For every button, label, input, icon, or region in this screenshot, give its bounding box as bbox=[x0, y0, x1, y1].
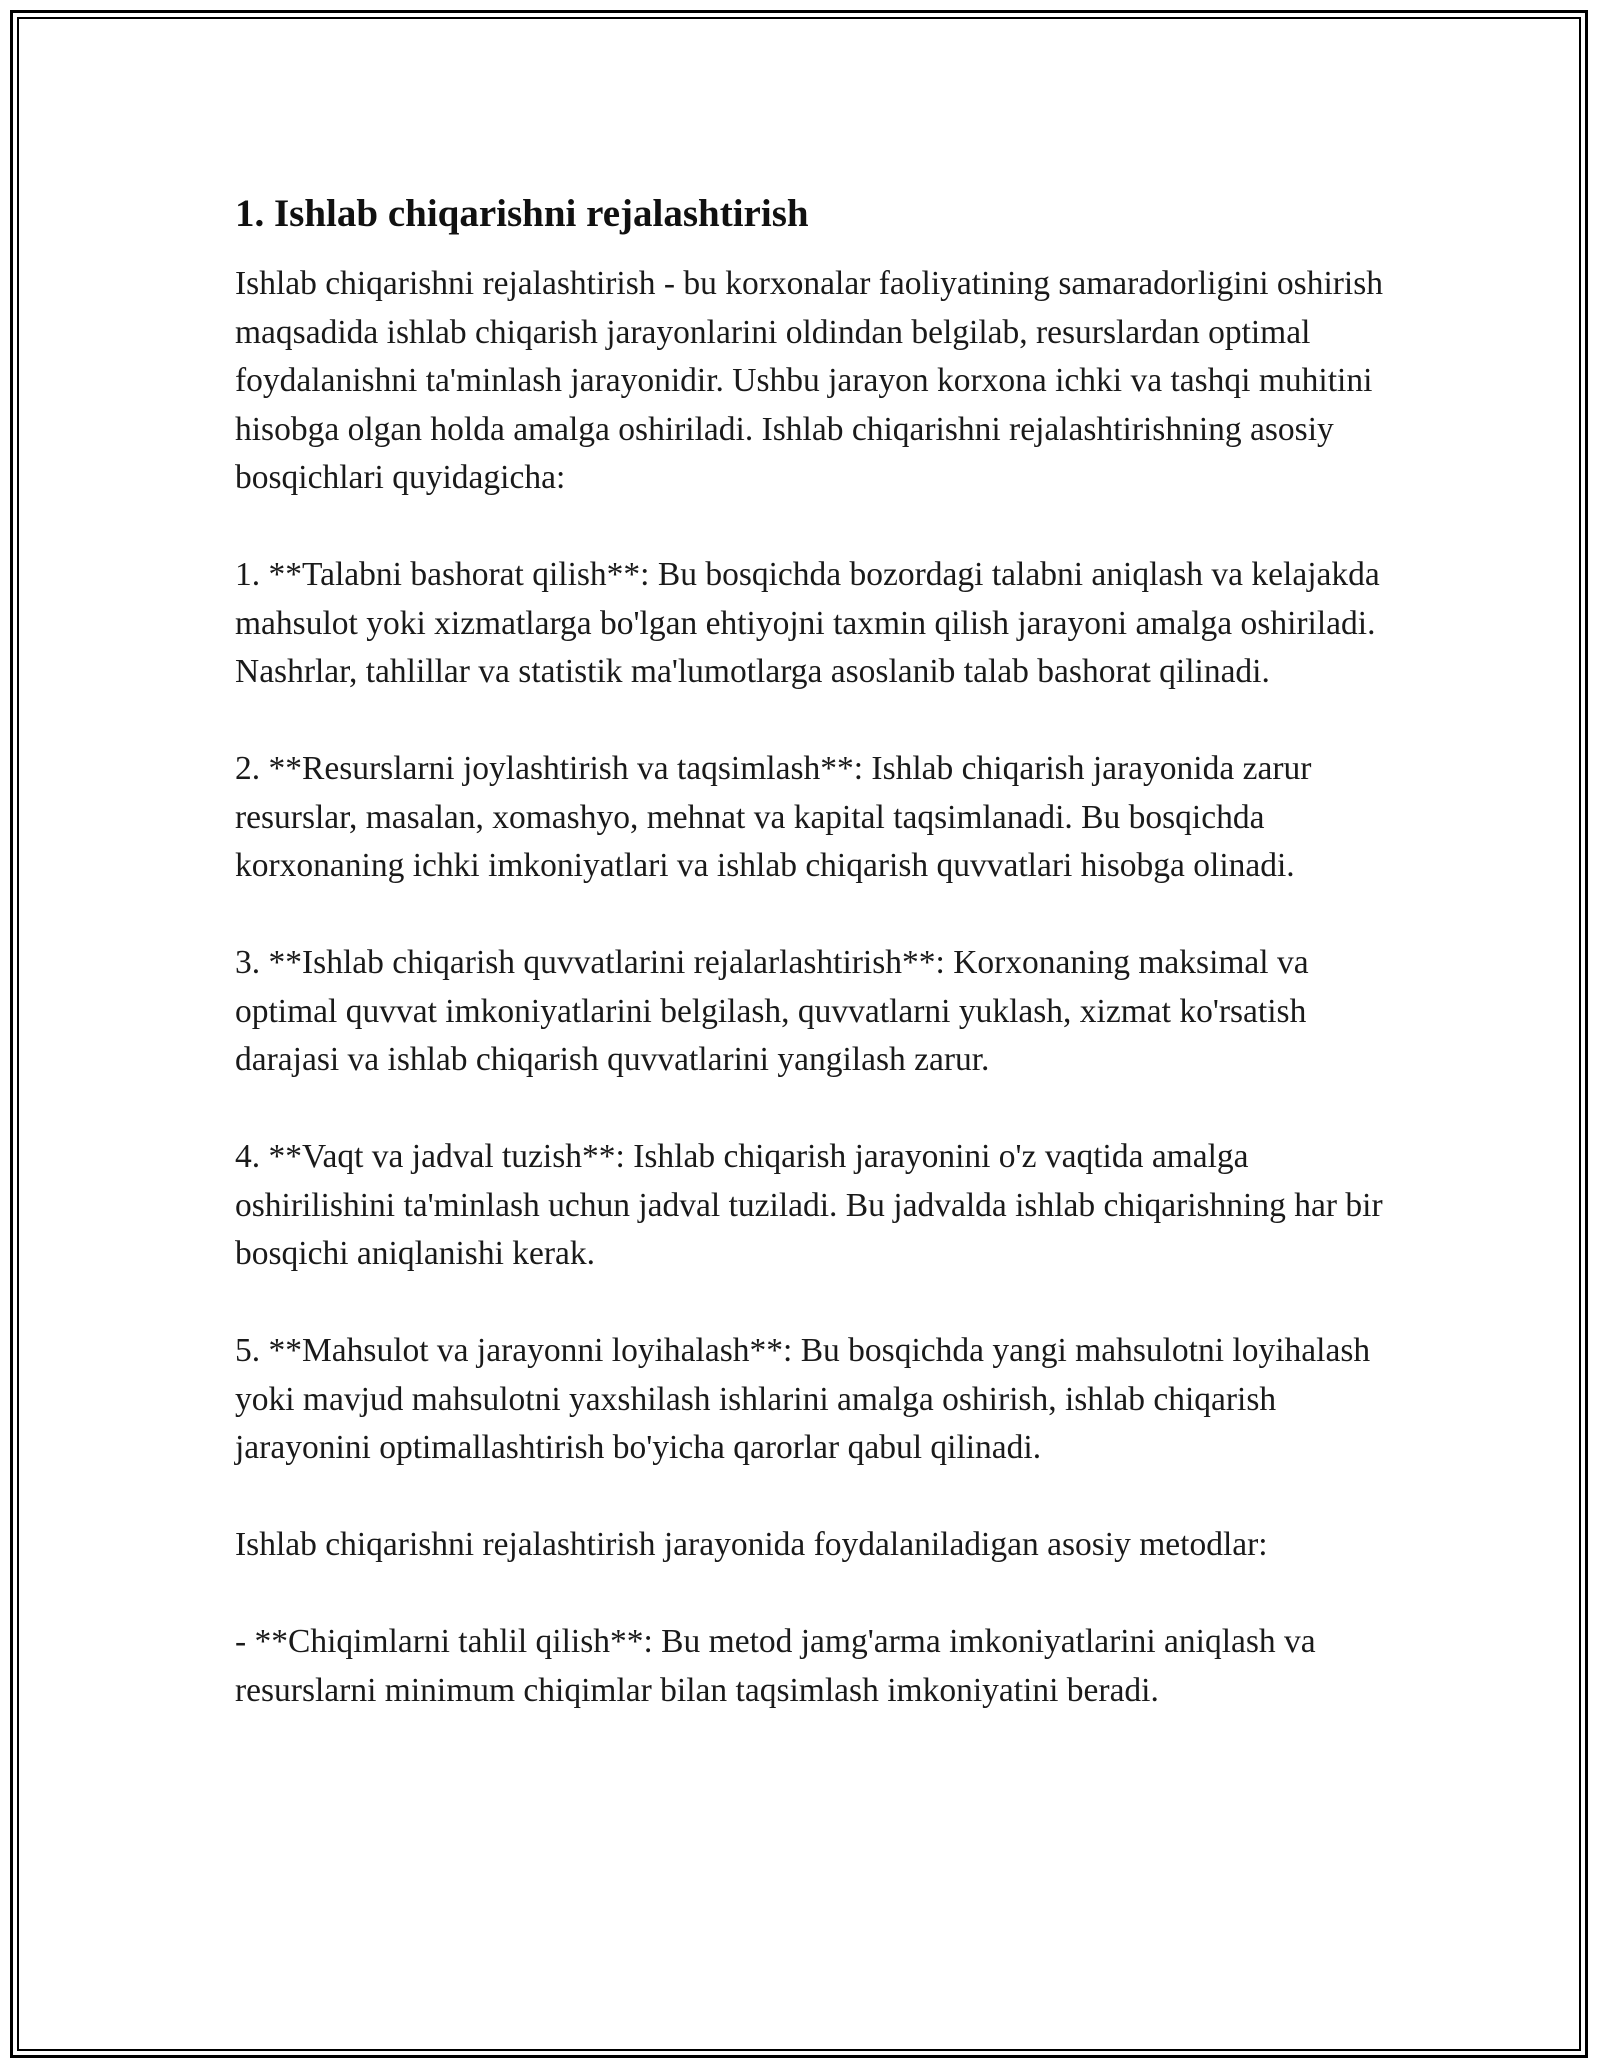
intro-paragraph: Ishlab chiqarishni rejalashtirish - bu korxonalar faoliyatining samaradorligini oshirish maqsadida ishlab chiqarish jarayonlarini oldindan belgilab, resurslardan optimal foydalanishni ta'minlash jarayonidir. Ushbu jarayon korxona ichki va tashqi muhitini hisobga olgan holda amalga oshiriladi. Ishlab chiqarishni rejalashtirishning asosiy bosqichlari quyidagicha: bbox=[235, 265, 1384, 496]
method-1-paragraph: - **Chiqimlarni tahlil qilish**: Bu metod jamg'arma imkoniyatlarini aniqlash va resurslarni minimum chiqimlar bilan taqsimlash imkoniyatini beradi. bbox=[235, 1623, 1316, 1709]
step-2-paragraph: 2. **Resurslarni joylashtirish va taqsimlash**: Ishlab chiqarish jarayonida zarur resurslar, masalan, xomashyo, mehnat va kapital taqsimlanadi. Bu bosqichda korxonaning ichki imkoniyatlari va ishlab chiqarish quvvatlari hisobga olinadi. bbox=[235, 750, 1312, 884]
methods-heading-paragraph: Ishlab chiqarishni rejalashtirish jarayonida foydalaniladigan asosiy metodlar: bbox=[235, 1526, 1268, 1563]
step-3-paragraph: 3. **Ishlab chiqarish quvvatlarini rejalarlashtirish**: Korxonaning maksimal va optimal quvvat imkoniyatlarini belgilash, quvvatlarni yuklash, xizmat ko'rsatish darajasi va ishlab chiqarish quvvatlarini yangilash zarur. bbox=[235, 944, 1309, 1078]
step-5-paragraph: 5. **Mahsulot va jarayonni loyihalash**: Bu bosqichda yangi mahsulotni loyihalash yoki mavjud mahsulotni yaxshilash ishlarini amalga oshirish, ishlab chiqarish jarayonini optimallashtirish bo'yicha qarorlar qabul qilinadi. bbox=[235, 1332, 1371, 1466]
document-title: 1. Ishlab chiqarishni rejalashtirish bbox=[235, 192, 809, 235]
step-4-paragraph: 4. **Vaqt va jadval tuzish**: Ishlab chiqarish jarayonini o'z vaqtida amalga oshirilishini ta'minlash uchun jadval tuziladi. Bu jadvalda ishlab chiqarishning har bir bosqichi aniqlanishi kerak. bbox=[235, 1138, 1383, 1272]
step-1-paragraph: 1. **Talabni bashorat qilish**: Bu bosqichda bozordagi talabni aniqlash va kelajakda mahsulot yoki xizmatlarga bo'lgan ehtiyojni taxmin qilish jarayoni amalga oshiriladi. Nashrlar, tahlillar va statistik ma'lumotlarga asoslanib talab bashorat qilinadi. bbox=[235, 556, 1380, 690]
document-body bbox=[235, 190, 1385, 1764]
